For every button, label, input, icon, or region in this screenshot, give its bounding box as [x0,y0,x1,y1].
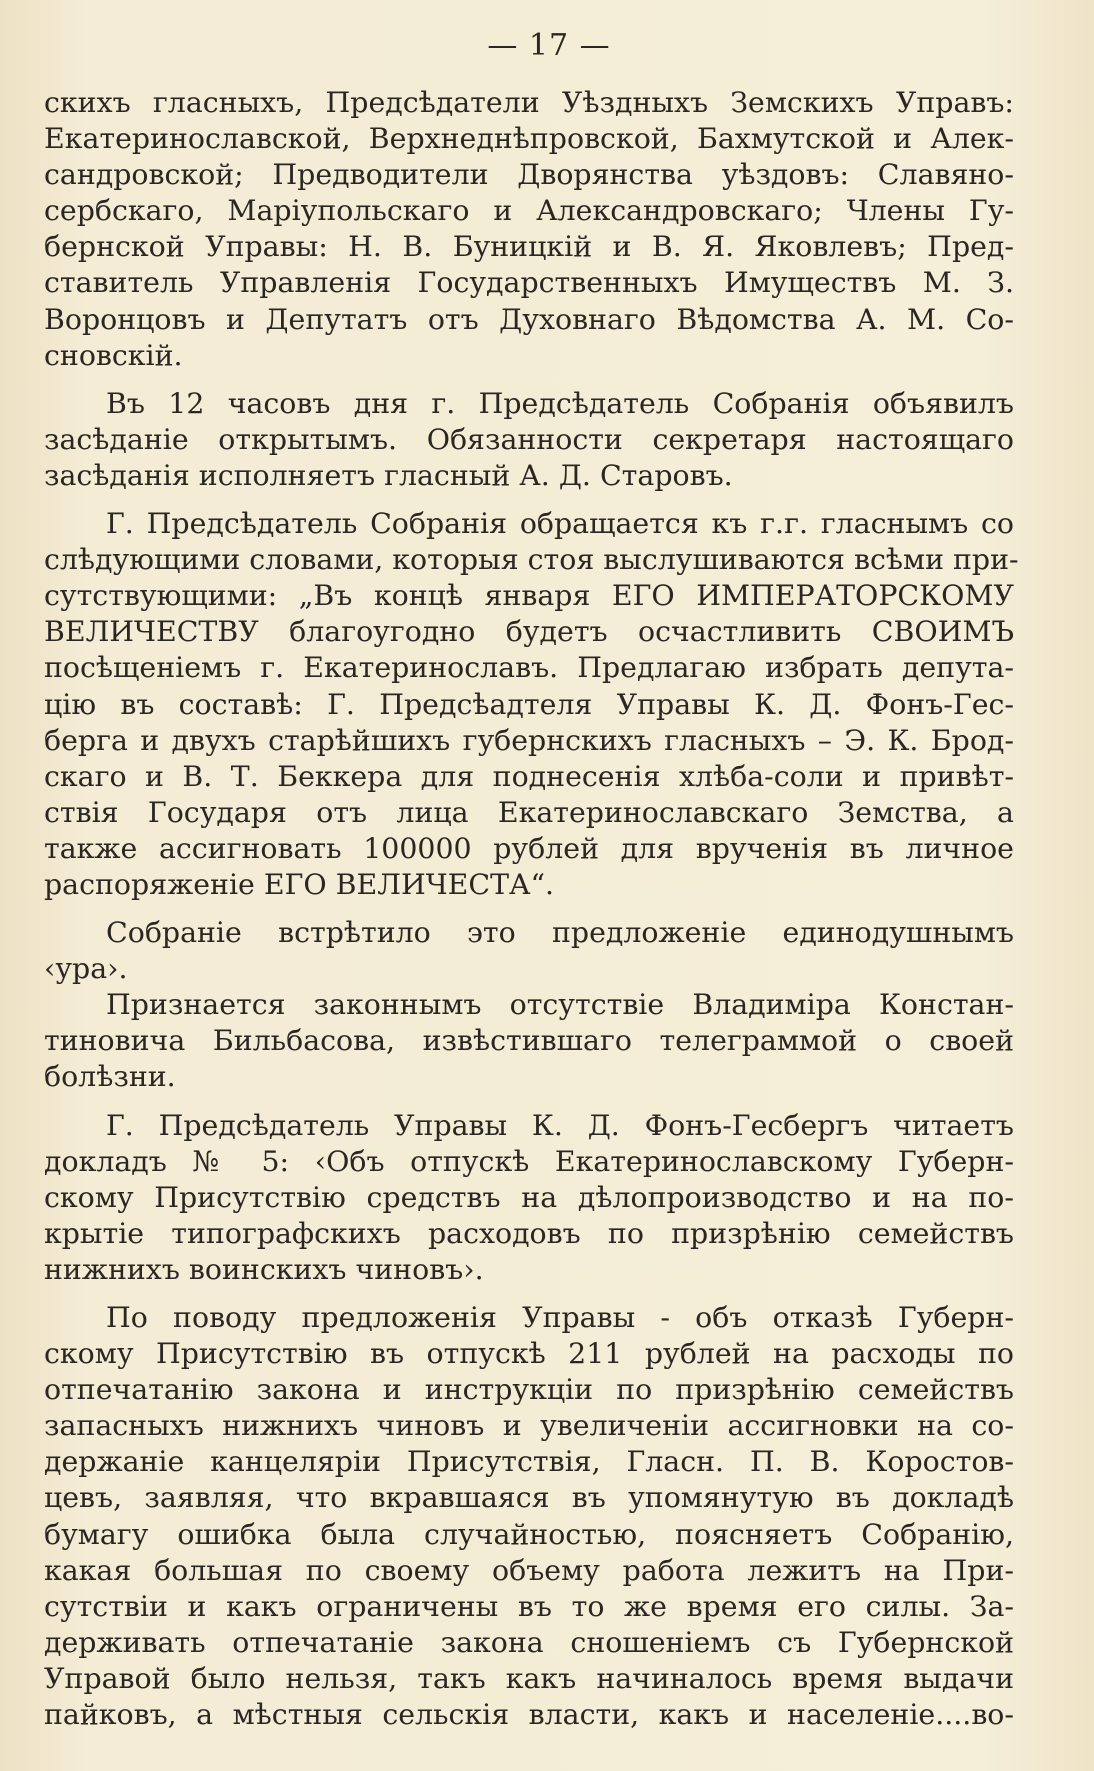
text-line: Управой было нельзя, такъ какъ начиналось время выдачи [44,1661,1014,1695]
text-line: пайковъ, а мѣстныя сельскія власти, какъ и населеніе....во- [44,1698,1014,1732]
text-line: держаніе канцеляріи Присутствія, Гласн. П. В. Коростов- [44,1445,1014,1479]
text-line: крытіе типографскихъ расходовъ по призрѣнію семействъ [44,1216,1014,1250]
text-line: Г. Предсѣдатель Собранія обращается къ г.г. гласнымъ со [106,507,1014,541]
paragraph-attendees [44,85,1014,374]
text-line: бумагу ошибка была случайностью, поясняетъ Собранію, [44,1517,1014,1551]
text-line: скому Присутствію въ отпускѣ 211 рублей на расходы по [44,1337,1014,1371]
paragraph-absence [44,987,1014,1095]
text-line: берга и двухъ старѣйшихъ губернскихъ гласныхъ – Э. К. Брод- [44,723,1014,757]
text-line: болѣзни. [44,1060,176,1094]
paragraph-assembly-response [44,915,1014,987]
text-line: скихъ гласныхъ, Предсѣдатели Уѣздныхъ Земскихъ Управъ: [44,86,1014,119]
text-line: бернской Управы: Н. В. Буницкій и В. Я. Яковлевъ; Пред- [44,230,1014,264]
text-line: нижнихъ воинскихъ чиновъ›. [44,1252,484,1286]
text-line: ставитель Управленія Государственныхъ Имуществъ М. З. [44,266,1014,300]
text-line: слѣдующими словами, которыя стоя выслушиваются всѣми при- [44,543,1019,577]
text-line: засѣданіе открытымъ. Обязанности секретаря настоящаго [44,422,1014,456]
paragraph-session-opened [44,386,1014,494]
text-line: засѣданія исполняетъ гласный А. Д. Старовъ. [44,458,733,492]
paragraph-report-5 [44,1108,1014,1288]
text-line: сновскій. [44,338,183,372]
text-line: распоряженіе ЕГО ВЕЛИЧЕСТА“. [44,867,555,901]
text-line: Собраніе встрѣтило это предложеніе единодушнымъ [106,916,1014,950]
text-line: ствія Государя отъ лица Екатеринославскаго Земства, а [44,795,1014,829]
text-line: Воронцовъ и Депутатъ отъ Духовнаго Вѣдомства А. М. Со- [44,302,1014,336]
text-line: посѣщеніемъ г. Екатеринославъ. Предлагаю избрать депута- [44,651,1014,685]
text-line: докладъ № 5: ‹Объ отпускѣ Екатеринославскому Губерн- [44,1144,1014,1178]
text-line: Признается законнымъ отсутствіе Владиміра Констан- [106,988,1014,1022]
text-line: ‹ура›. [44,952,128,986]
text-line: также ассигновать 100000 рублей для врученія въ личное [44,831,1014,865]
text-line: запасныхъ нижнихъ чиновъ и увеличеніи ассигновки на со- [44,1409,1014,1443]
text-line: Екатеринославской, Верхнеднѣпровской, Бахмутской и Алек- [44,122,1014,156]
text-line: цію въ составѣ: Г. Предсѣадтеля Управы К. Д. Фонъ-Гес- [44,687,1014,721]
paragraph-chairman-address [44,506,1019,903]
text-line: скому Присутствію средствъ на дѣлопроизводство и на по- [44,1180,1014,1214]
text-line: сербскаго, Маріупольскаго и Александровскаго; Члены Гу- [44,194,1014,228]
text-line: цевъ, заявляя, что вкравшаяся въ упомянутую въ докладѣ [44,1481,1014,1515]
text-line: По поводу предложенія Управы - объ отказѣ Губерн- [106,1301,1014,1334]
page-number: — 17 — [487,28,611,63]
text-line: скаго и В. Т. Беккера для поднесенія хлѣба-соли и привѣт- [44,759,1014,793]
text-line: ВЕЛИЧЕСТВУ благоугодно будетъ осчастливить СВОИМЪ [44,615,1014,649]
paragraph-discussion [44,1300,1014,1733]
text-line: Въ 12 часовъ дня г. Предсѣдатель Собранія объявилъ [106,386,1014,420]
text-line: тиновича Бильбасова, извѣстившаго телеграммой о своей [44,1024,1014,1058]
text-line: сутствующими: „Въ концѣ января ЕГО ИМПЕРАТОРСКОМУ [44,579,1014,613]
text-line: сандровской; Предводители Дворянства уѣздовъ: Славяно- [44,158,1014,192]
text-line: какая большая по своему объему работа лежитъ на При- [44,1553,1014,1587]
text-line: сутствіи и какъ ограничены въ то же время его силы. За- [44,1589,1014,1623]
text-line: Г. Предсѣдатель Управы К. Д. Фонъ-Гесбергъ читаетъ [106,1108,1014,1142]
text-line: отпечатанію закона и инструкціи по призрѣнію семействъ [44,1373,1014,1407]
text-line: держивать отпечатаніе закона сношеніемъ съ Губернской [44,1625,1014,1659]
